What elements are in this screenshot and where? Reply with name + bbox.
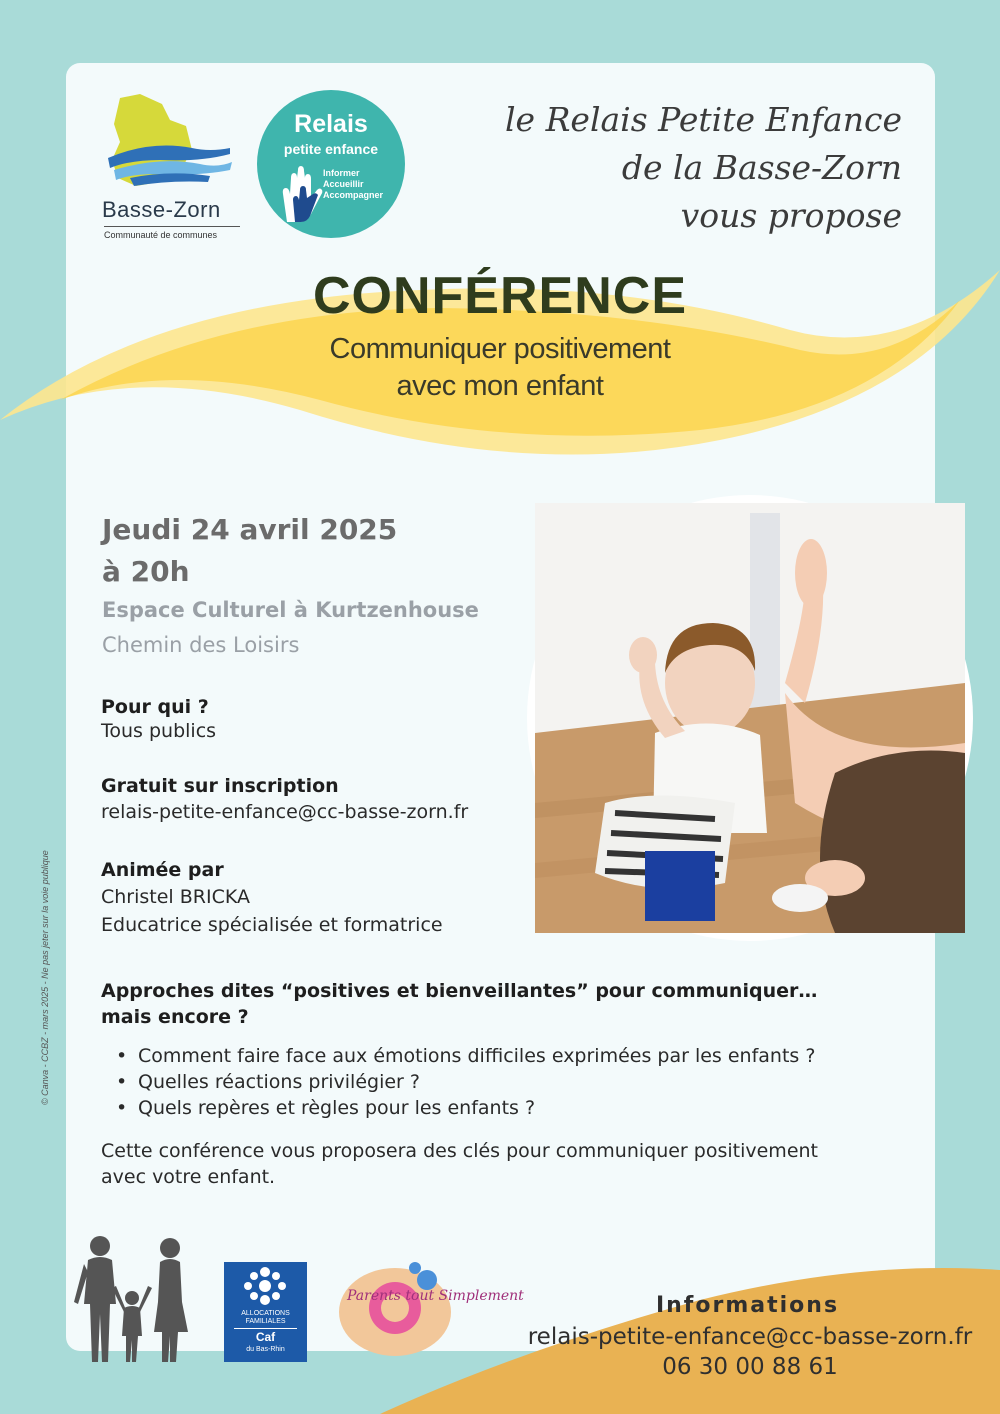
basse-zorn-subtitle: Communauté de communes bbox=[104, 230, 218, 240]
child-high-five-photo bbox=[527, 495, 973, 941]
registration-email[interactable]: relais-petite-enfance@cc-basse-zorn.fr bbox=[101, 801, 469, 823]
event-date: Jeudi 24 avril 2025 bbox=[102, 513, 398, 546]
caf-logo bbox=[224, 1262, 307, 1362]
basse-zorn-name: Basse-Zorn bbox=[102, 197, 221, 222]
conference-subtitle-2: avec mon enfant bbox=[396, 370, 604, 402]
closing-line-1: Cette conférence vous proposera des clés pour communiquer positivement bbox=[101, 1140, 818, 1162]
approaches-heading-line-1: Approches dites “positives et bienveillantes” pour communiquer… bbox=[101, 980, 818, 1002]
headline-line-3: vous propose bbox=[680, 196, 902, 235]
list-item: • Comment faire face aux émotions difficiles exprimées par les enfants ? bbox=[116, 1043, 815, 1069]
caf-name: Caf bbox=[255, 1330, 276, 1344]
relais-title: Relais bbox=[294, 110, 368, 138]
approaches-heading-line-2: mais encore ? bbox=[101, 1006, 249, 1028]
family-silhouette-icon bbox=[66, 1232, 196, 1367]
info-title: Informations bbox=[655, 1293, 840, 1318]
audience-value: Tous publics bbox=[101, 720, 217, 742]
approaches-heading bbox=[101, 978, 817, 1030]
caf-region: du Bas-Rhin bbox=[246, 1346, 285, 1353]
caf-emblem-icon bbox=[224, 1262, 307, 1308]
info-phone[interactable]: 06 30 00 88 61 bbox=[662, 1354, 838, 1380]
headline-line-2: de la Basse-Zorn bbox=[621, 148, 902, 187]
approaches-list bbox=[116, 1043, 815, 1121]
parents-logo-text: Parents tout Simplement bbox=[347, 1288, 524, 1304]
photo-illustration bbox=[535, 503, 965, 933]
info-email[interactable]: relais-petite-enfance@cc-basse-zorn.fr bbox=[527, 1324, 973, 1350]
parents-tout-simplement-logo bbox=[335, 1250, 524, 1360]
list-item: • Quelles réactions privilégier ? bbox=[116, 1069, 815, 1095]
closing-text bbox=[101, 1138, 931, 1190]
relais-tag-3: Accompagner bbox=[323, 190, 384, 200]
relais-tag-2: Accueillir bbox=[323, 179, 364, 189]
caf-divider bbox=[234, 1328, 297, 1329]
event-time: à 20h bbox=[102, 555, 190, 588]
relais-tag-1: Informer bbox=[323, 168, 360, 178]
event-venue: Espace Culturel à Kurtzenhouse bbox=[102, 598, 479, 622]
host-name: Christel BRICKA bbox=[101, 886, 250, 908]
host-label: Animée par bbox=[101, 859, 224, 881]
caf-label-line-2: FAMILIALES bbox=[245, 1318, 286, 1325]
event-address: Chemin des Loisirs bbox=[102, 633, 300, 657]
audience-label: Pour qui ? bbox=[101, 696, 209, 718]
conference-subtitle-1: Communiquer positivement bbox=[329, 333, 671, 365]
logo-divider bbox=[104, 226, 240, 227]
host-role: Educatrice spécialisée et formatrice bbox=[101, 914, 443, 936]
headline-line-1: le Relais Petite Enfance bbox=[505, 100, 902, 139]
caf-label-line-1: ALLOCATIONS bbox=[241, 1310, 290, 1317]
registration-label: Gratuit sur inscription bbox=[101, 775, 339, 797]
closing-line-2: avec votre enfant. bbox=[101, 1166, 276, 1188]
caf-label bbox=[224, 1310, 307, 1326]
conference-title: CONFÉRENCE bbox=[312, 267, 688, 325]
hands-icon bbox=[277, 164, 325, 224]
list-item: • Quels repères et règles pour les enfants ? bbox=[116, 1095, 815, 1121]
relais-subtitle: petite enfance bbox=[283, 141, 379, 157]
copyright-note: © Canva - CCBZ - mars 2025 - Ne pas jeter sur la voie publique bbox=[40, 850, 50, 1105]
relais-petite-enfance-logo bbox=[257, 90, 405, 238]
